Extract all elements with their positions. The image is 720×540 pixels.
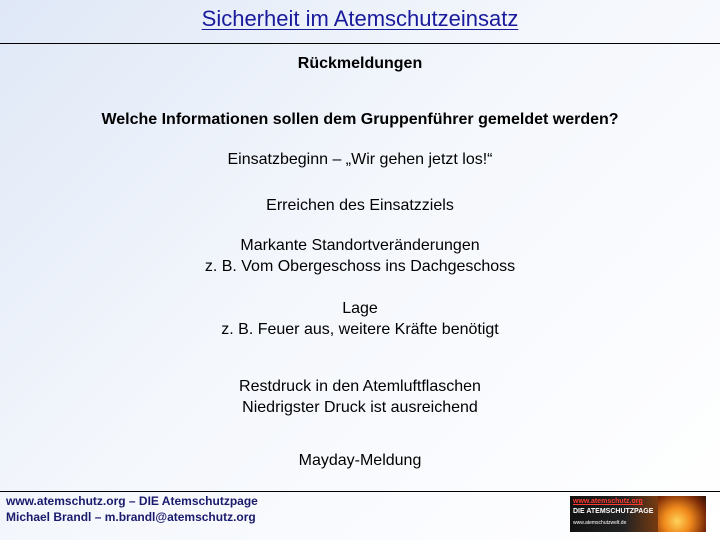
list-item: [0, 450, 720, 471]
footer-author: Michael Brandl – m.brandl@atemschutz.org: [6, 510, 256, 524]
item-line: Mayday-Meldung: [298, 452, 422, 469]
item-line: Restdruck in den Atemluftflaschen: [239, 378, 481, 395]
slide-subtitle: Rückmeldungen: [297, 55, 423, 72]
atemschutz-logo: [570, 496, 706, 532]
item-detail: z. B. Vom Obergeschoss ins Dachgeschoss: [204, 258, 516, 275]
item-line: Lage: [342, 300, 378, 317]
item-line: Erreichen des Einsatzziels: [266, 197, 454, 214]
question-heading: Welche Informationen sollen dem Gruppenführer gemeldet werden?: [101, 111, 619, 128]
list-item: [0, 376, 720, 418]
item-line: Markante Standortveränderungen: [240, 237, 480, 254]
header-divider: [0, 43, 720, 44]
item-line: Einsatzbeginn – „Wir gehen jetzt los!“: [227, 151, 493, 168]
item-detail: z. B. Feuer aus, weitere Kräfte benötigt: [221, 321, 499, 338]
list-item: [0, 195, 720, 216]
list-item: [0, 298, 720, 340]
logo-name-text: DIE ATEMSCHUTZPAGE: [573, 508, 654, 515]
item-detail: Niedrigster Druck ist ausreichend: [242, 399, 478, 416]
list-item: [0, 149, 720, 170]
list-item: [0, 235, 720, 277]
footer-divider: [0, 491, 720, 492]
footer-website: www.atemschutz.org – DIE Atemschutzpage: [6, 494, 258, 508]
fire-image: [658, 496, 706, 532]
logo-url-text: www.atemschutz.org: [573, 498, 643, 505]
slide-title: Sicherheit im Atemschutzeinsatz: [201, 6, 519, 31]
logo-small-text: www.atemschutzwelt.de: [573, 520, 627, 526]
